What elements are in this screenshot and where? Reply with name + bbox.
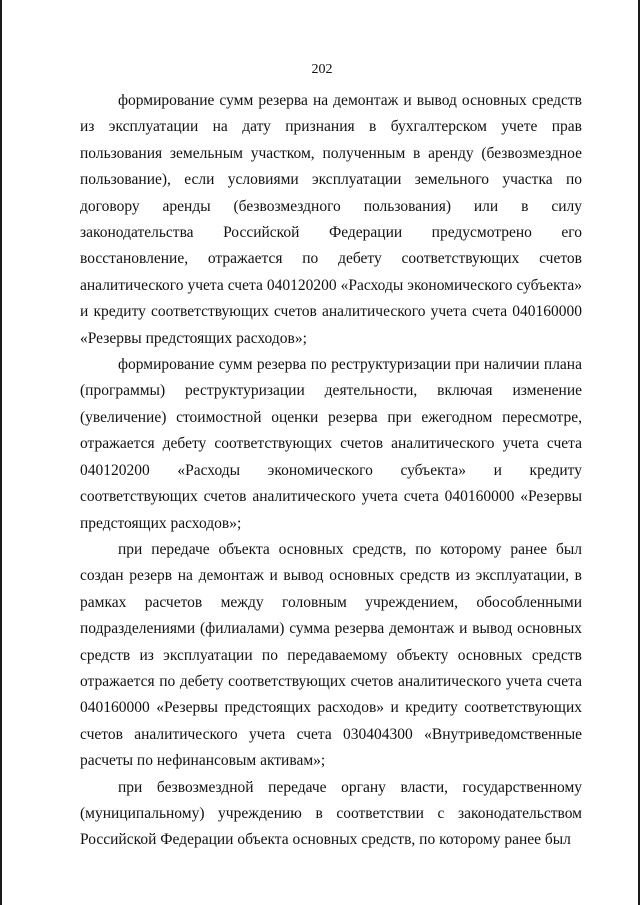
body-text [80, 88, 582, 854]
paragraph-reserve-restructuring: формирование сумм резерва по реструктуризации при наличии плана (программы) реструктуризации деятельности, включая изменение (увеличение) стоимостной оценки резерва при ежегодном пересмотре, отражается дебету соответствующих счетов аналитического учета счета 040120200 «Расходы экономического субъекта» и кредиту соответствующих счетов аналитического учета счета 040160000 «Резервы предстоящих расходов»; [80, 356, 582, 532]
paragraph-free-transfer: при безвозмездной передаче органу власти, государственному (муниципальному) учреждению в соответствии с законодательством Российской Федерации объекта основных средств, по которому ранее был [80, 778, 582, 849]
paragraph-reserve-dismantling: формирование сумм резерва на демонтаж и вывод основных средств из эксплуатации на дату признания в бухгалтерском учете прав пользования земельным участком, полученным в аренду (безвозмездное пользование), если условиями эксплуатации земельного участка по договору аренды (безвозмездного пользования) или в силу законодательства Российской Федерации предусмотрено его восстановление, отражается по дебету соответствующих счетов аналитического учета счета 040120200 «Расходы экономического субъекта» и кредиту соответствующих счетов аналитического учета счета 040160000 «Резервы предстоящих расходов»; [80, 92, 582, 347]
paragraph-transfer-between-branches: при передаче объекта основных средств, по которому ранее был создан резерв на демонтаж и вывод основных средств из эксплуатации, в рамках расчетов между головным учреждением, обособленными подразделениями (филиалами) сумма резерва демонтаж и вывод основных средств из эксплуатации по передаваемому объекту основных средств отражается по дебету соответствующих счетов аналитического учета счета 040160000 «Резервы предстоящих расходов» и кредиту соответствующих счетов аналитического учета счета 030404300 «Внутриведомственные расчеты по нефинансовым активам»; [80, 540, 582, 770]
page-number: 202 [311, 62, 333, 77]
